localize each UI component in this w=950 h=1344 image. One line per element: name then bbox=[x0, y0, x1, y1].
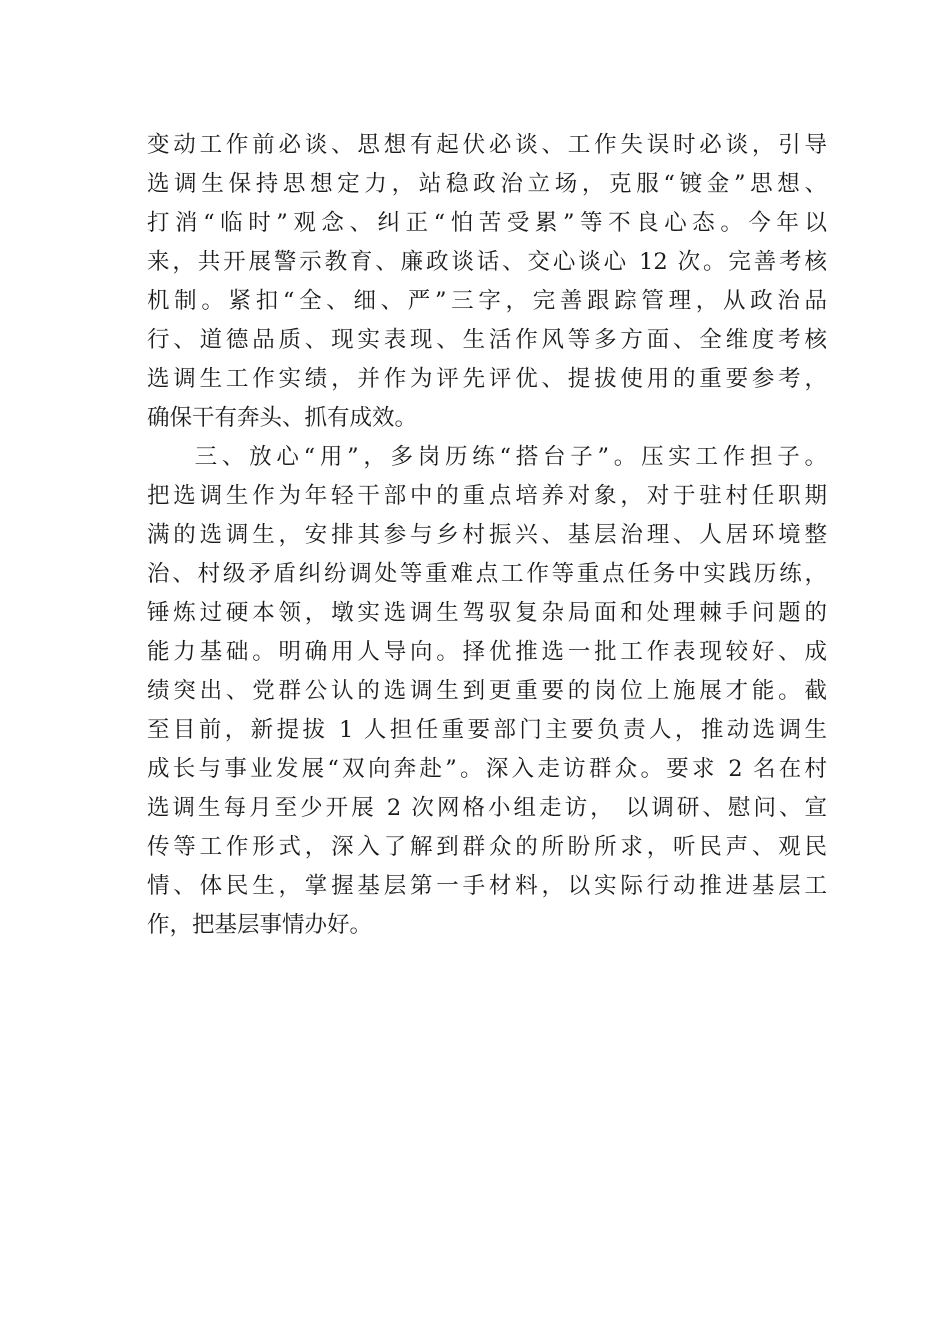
text-line: 作，把基层事情办好。 bbox=[147, 912, 373, 938]
text-line: 来，共开展警示教育、廉政谈话、交心谈心 12 次。完善考核 bbox=[147, 249, 827, 275]
text-line: 满的选调生，安排其参与乡村振兴、基层治理、人居环境整 bbox=[147, 522, 827, 548]
section-heading-line: 三、放心“用”，多岗历练“搭台子”。压实工作担子。 bbox=[147, 444, 827, 470]
text-line: 打消“临时”观念、纠正“怕苦受累”等不良心态。今年以 bbox=[147, 210, 827, 236]
text-line: 成长与事业发展“双向奔赴”。深入走访群众。要求 2 名在村 bbox=[147, 756, 827, 782]
text-line: 绩突出、党群公认的选调生到更重要的岗位上施展才能。截 bbox=[147, 678, 827, 704]
text-line: 选调生保持思想定力，站稳政治立场，克服“镀金”思想、 bbox=[147, 171, 827, 197]
text-line: 变动工作前必谈、思想有起伏必谈、工作失误时必谈，引导 bbox=[147, 132, 827, 158]
text-line: 锤炼过硬本领，墩实选调生驾驭复杂局面和处理棘手问题的 bbox=[147, 600, 827, 626]
text-line: 传等工作形式，深入了解到群众的所盼所求，听民声、观民 bbox=[147, 834, 827, 860]
text-line: 选调生每月至少开展 2 次网格小组走访， 以调研、慰问、宣 bbox=[147, 795, 827, 821]
text-line: 行、道德品质、现实表现、生活作风等多方面、全维度考核 bbox=[147, 327, 827, 353]
text-line: 机制。紧扣“全、细、严”三字，完善跟踪管理，从政治品 bbox=[147, 288, 827, 314]
document-body bbox=[147, 126, 827, 945]
text-line: 确保干有奔头、抓有成效。 bbox=[147, 405, 418, 431]
text-line: 把选调生作为年轻干部中的重点培养对象，对于驻村任职期 bbox=[147, 483, 827, 509]
paragraph-section-three bbox=[147, 438, 827, 945]
text-line: 能力基础。明确用人导向。择优推选一批工作表现较好、成 bbox=[147, 639, 827, 665]
paragraph-evaluation bbox=[147, 126, 827, 438]
text-line: 至目前，新提拔 1 人担任重要部门主要负责人，推动选调生 bbox=[147, 717, 827, 743]
text-line: 治、村级矛盾纠纷调处等重难点工作等重点任务中实践历练， bbox=[147, 561, 827, 587]
text-line: 选调生工作实绩，并作为评先评优、提拔使用的重要参考， bbox=[147, 366, 827, 392]
text-line: 情、体民生，掌握基层第一手材料，以实际行动推进基层工 bbox=[147, 873, 827, 899]
